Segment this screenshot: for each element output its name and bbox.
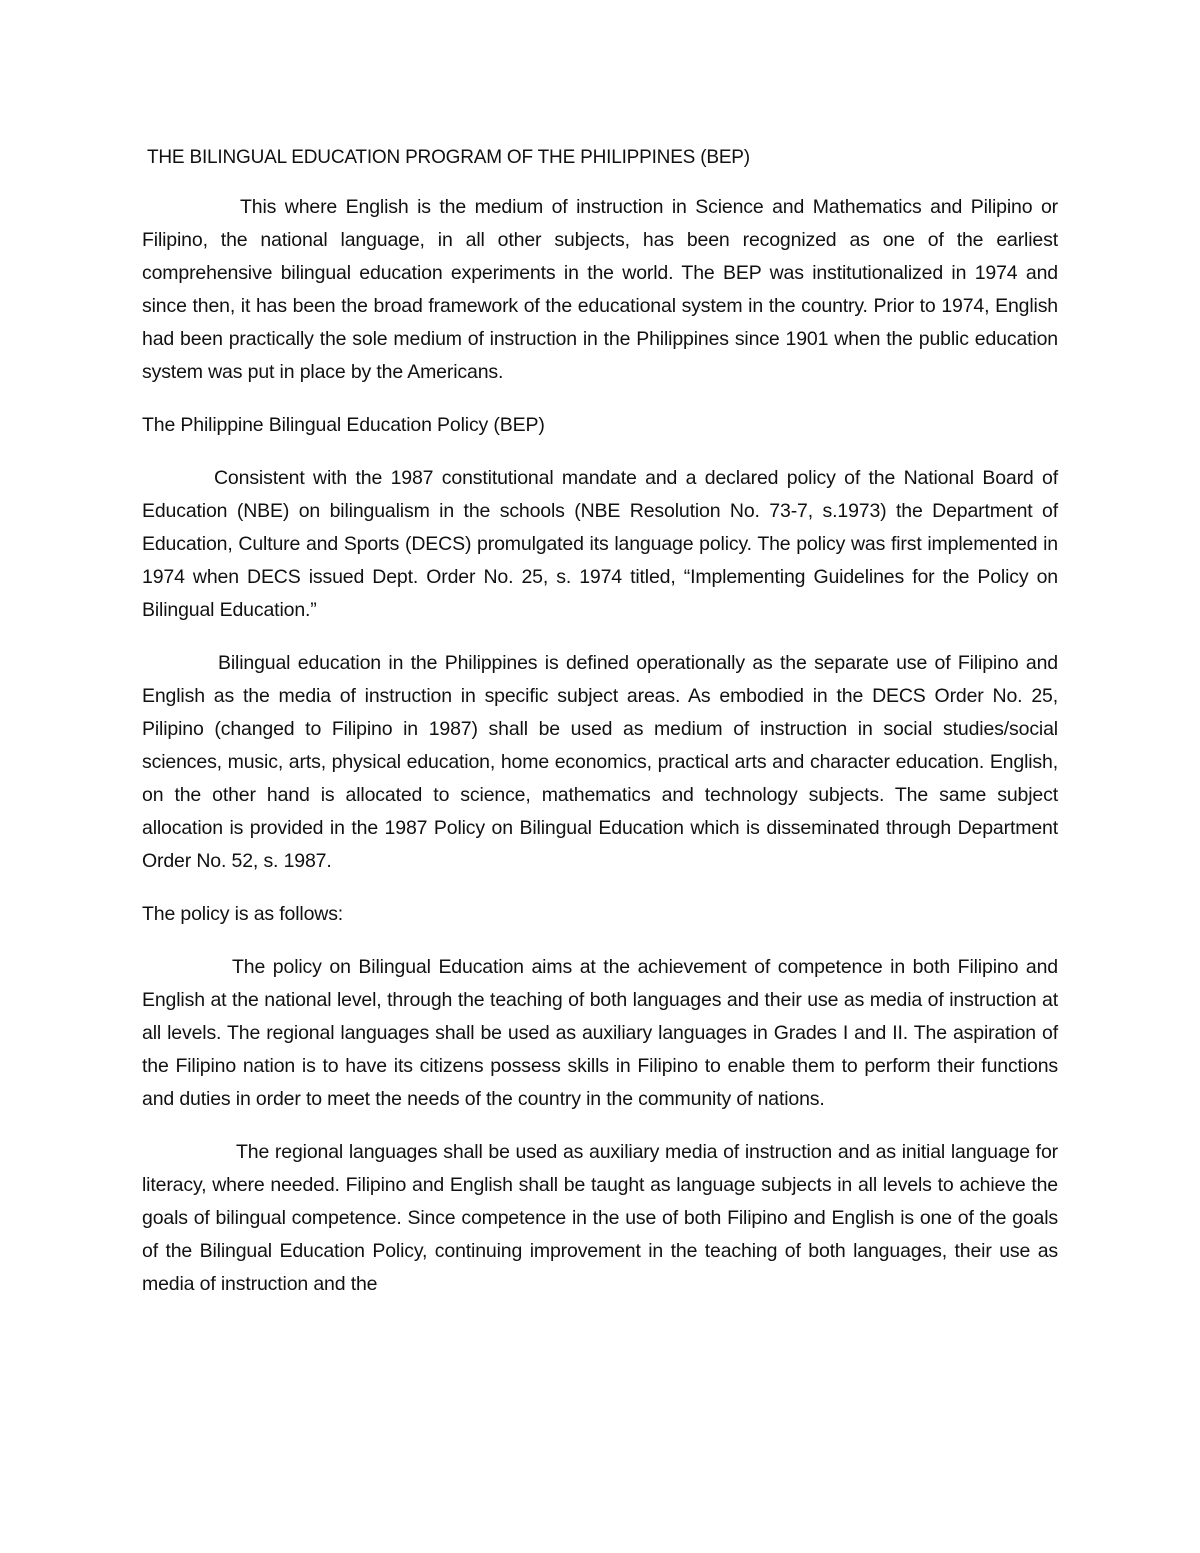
paragraph-regional-languages: The regional languages shall be used as auxiliary media of instruction and as initial language for literacy, where needed. Filipino and English shall be taught as language subjects in all levels to achieve the goals of bilingual competence. Since competence in the use of both Filipino and English is one of the goals of the Bilingual Education Policy, continuing improvement in the teaching of both languages, their use as media of instruction and the (142, 1141, 1058, 1295)
document-title: THE BILINGUAL EDUCATION PROGRAM OF THE PHILIPPINES (BEP) (147, 147, 750, 168)
section-heading-policy: The Philippine Bilingual Education Policy (BEP) (142, 414, 545, 436)
paragraph-operational-definition: Bilingual education in the Philippines is defined operationally as the separate use of Filipino and English as the media of instruction in specific subject areas. As embodied in the DECS Order No. 25, Pilipino (changed to Filipino in 1987) shall be used as medium of instruction in social studies/social sciences, music, arts, physical education, home economics, practical arts and character education. English, on the other hand is allocated to science, mathematics and technology subjects. The same subject allocation is provided in the 1987 Policy on Bilingual Education which is disseminated through Department Order No. 52, s. 1987. (142, 652, 1058, 872)
paragraph-bep-overview: This where English is the medium of instruction in Science and Mathematics and Pilipino or Filipino, the national language, in all other subjects, has been recognized as one of the earliest comprehensive bilingual education experiments in the world. The BEP was institutionalized in 1974 and since then, it has been the broad framework of the educational system in the country. Prior to 1974, English had been practically the sole medium of instruction in the Philippines since 1901 when the public education system was put in place by the Americans. (142, 196, 1058, 383)
paragraph-constitutional-mandate: Consistent with the 1987 constitutional mandate and a declared policy of the National Board of Education (NBE) on bilingualism in the schools (NBE Resolution No. 73-7, s.1973) the Department of Education, Culture and Sports (DECS) promulgated its language policy. The policy was first implemented in 1974 when DECS issued Dept. Order No. 25, s. 1974 titled, “Implementing Guidelines for the Policy on Bilingual Education.” (142, 467, 1058, 621)
paragraph-policy-aims: The policy on Bilingual Education aims at the achievement of competence in both Filipino and English at the national level, through the teaching of both languages and their use as media of instruction at all levels. The regional languages shall be used as auxiliary languages in Grades I and II. The aspiration of the Filipino nation is to have its citizens possess skills in Filipino to enable them to perform their functions and duties in order to meet the needs of the country in the community of nations. (142, 956, 1058, 1110)
section-heading-follows: The policy is as follows: (142, 903, 344, 925)
document-page (142, 141, 1058, 1321)
